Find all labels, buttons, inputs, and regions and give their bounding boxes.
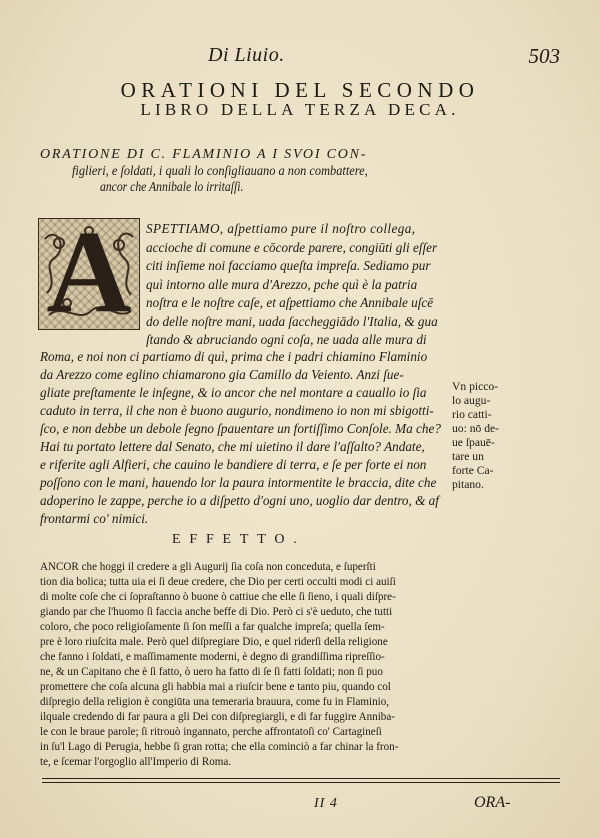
catchword: ORA-	[474, 794, 511, 811]
effetto-line: le con le braue parole; ſi ritrouò ingannato, perche affrontatoſi co' Cartagineſi	[40, 726, 382, 738]
footer-rule	[42, 778, 560, 779]
effetto-line: coloro, che poco religioſamente ſi ſon meſſi a far qualche impreſa; quella ſem-	[40, 621, 385, 633]
oration-line: da Arezzo come eglino chiamarono gia Camillo da Veiento. Anzi ſue-	[40, 367, 404, 382]
effetto-heading: EFFETTO.	[172, 532, 306, 547]
oration-line: noſtra e le noſtre caſe, et aſpettiamo che Annibale uſcē	[146, 295, 434, 310]
oration-line: do delle noſtre mani, uada ſaccheggiādo l'Italia, & gua	[146, 314, 438, 329]
margin-note-line: ue ſpauē-	[452, 436, 495, 449]
page-number: 503	[528, 44, 560, 68]
margin-note-line: pitano.	[452, 478, 484, 491]
effetto-line: ilquale credendo di far paura a gli Dei con diſpregiargli, e di far fuggire Anniba-	[40, 711, 395, 723]
margin-note-line: lo augu-	[452, 394, 491, 407]
oration-line: accioche di comune e cōcorde parere, congiūti gli eſſer	[146, 240, 438, 255]
margin-note-line: rio catti-	[452, 408, 492, 421]
oration-line: SPETTIAMO, aſpettiamo pure il noſtro collega,	[146, 221, 416, 236]
effetto-line: tion dia bolica; tutta uia ei ſi deue credere, che Dio per certi occulti modi ci auiſi	[40, 576, 396, 588]
effetto-line: diſpregio della religion è congiūta una temeraria brauura, come fu in Flaminio,	[40, 696, 390, 708]
running-head	[40, 44, 560, 70]
oration-line: adoperino le zappe, perche io a diſpetto d'ogni uno, uoglio dar dentro, & af	[40, 493, 439, 508]
oration-line: quì intorno alle mura d'Arezzo, pche quì è la patria	[146, 277, 418, 292]
effetto-line: ne, & un Capitano che è ſi fatto, ò uero ha fatto di ſe ſi fatti ſoldati; non ſi puo	[40, 666, 383, 678]
effetto-line: in ſu'l Lago di Perugia, hebbe ſi gran rotta; che ella cominciò a far chinar la fron-	[40, 741, 399, 753]
oration-line: Roma, e noi non ci partiamo di quì, prima che i padri chiamino Flaminio	[40, 349, 428, 364]
oration-line: caduto in terra, il che non è buono augurio, nondimeno io non mi sbigotti-	[40, 403, 434, 418]
oration-line: e riferite agli Alfieri, che cauino le bandiere di terra, e ſe per forte ei non	[40, 457, 427, 472]
oration-line: Hai tu portato lettere dal Senato, che mi uietino il dare l'aſſalto? Andate,	[40, 439, 425, 454]
oration-line: poſſono con le mani, hauendo lor la paura intormentite le braccia, dite che	[40, 475, 437, 490]
oration-line: citi inſieme noi facciamo queſta impreſa. Sediamo pur	[146, 258, 431, 273]
margin-note-line: tare un	[452, 450, 484, 463]
margin-note-line: uo: nō de-	[452, 422, 500, 435]
effetto-line: promettere che coſa alcuna gli habbia mai a riuſcir bene e tanto piu, quando col	[40, 681, 391, 693]
oration-heading-line-1: ORATIONE DI C. FLAMINIO A I SVOI CON-	[40, 147, 368, 162]
drop-cap-letter: A	[46, 206, 132, 337]
running-title: Di Liuio.	[208, 44, 285, 66]
effetto-line: te, e ſcemar l'orgoglio all'Imperio di Roma.	[40, 756, 232, 768]
oration-line: ſtando & abruciando ogni coſa, ne uada alle mura di	[146, 332, 427, 347]
signature-mark: II 4	[314, 796, 338, 811]
margin-note-line: forte Ca-	[452, 464, 494, 477]
effetto-line: pre è loro riuſcita male. Però quel diſpregiare Dio, e quel riderſi della religione	[40, 636, 388, 648]
oration-line: gliate preſtamente le inſegne, & io ancor che nel montare a cauallo io ſia	[40, 385, 427, 400]
main-title: ORATIONI DEL SECONDO	[120, 78, 480, 102]
effetto-line: che fanno i ſoldati, e maſſimamente moderni, è degno di grandiſſima ripreſſio-	[40, 651, 385, 663]
oration-heading-line-3: ancor che Annibale lo irritaſſi.	[100, 179, 244, 194]
sub-title: LIBRO DELLA TERZA DECA.	[140, 100, 460, 119]
oration-line: frontarmi co' nimici.	[40, 511, 149, 526]
decorated-initial	[38, 206, 140, 337]
oration-line: ſco, e non debbe un debole ſegno ſpauentare un fortiſſimo Conſole. Ma che?	[40, 421, 441, 436]
effetto-line: giando par che l'huomo ſi faccia anche beffe di Dio. Però ci s'è ueduto, che tutti	[40, 606, 393, 618]
margin-note-line: Vn picco-	[452, 380, 499, 393]
margin-note	[452, 380, 552, 492]
footer-rule-thin	[42, 782, 560, 783]
effetto-line: ANCOR che hoggi il credere a gli Augurij ſia coſa non conceduta, e ſuperſti	[40, 561, 376, 573]
oration-heading-line-2: figlieri, e ſoldati, i quali lo conſigliauano a non combattere,	[72, 163, 368, 178]
effetto-line: di molte coſe che ci ſopraſtanno ò buone ò cattiue che elle ſi ſieno, i quali diſpre-	[40, 591, 396, 603]
